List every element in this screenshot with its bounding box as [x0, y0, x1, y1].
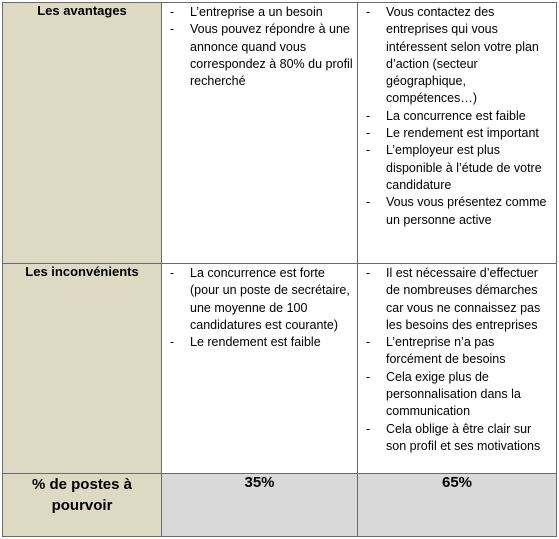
- list-item-text: Il est nécessaire d’effectuer de nombreuses démarches car vous ne connaissez pas les besoins des entreprises: [386, 266, 541, 332]
- list-item-text: La concurrence est faible: [386, 108, 526, 123]
- list-item: [166, 334, 353, 351]
- avantages-col2-list: [358, 3, 556, 229]
- list-item: [362, 125, 552, 142]
- bullet-dash: -: [366, 143, 371, 158]
- comparison-table: [2, 2, 557, 537]
- list-item: [166, 4, 353, 21]
- bullet-dash: -: [366, 195, 371, 210]
- inconvenients-col1-cell: [162, 264, 358, 474]
- list-item-text: Vous vous présentez comme un personne active: [386, 195, 547, 227]
- avantages-col1-cell: [162, 3, 358, 264]
- list-item-text: Vous contactez des entreprises qui vous intéressent selon votre plan d’action (secteur géographique, compétences…): [386, 5, 539, 106]
- list-item: [362, 194, 552, 229]
- list-item: [166, 265, 353, 334]
- list-item-text: Cela oblige à être clair sur son profil et ses motivations: [386, 421, 541, 453]
- list-item: [362, 334, 552, 369]
- row-inconvenients: [3, 264, 557, 474]
- inconvenients-col1-list: [162, 264, 357, 351]
- percent-col2: 65%: [358, 474, 557, 537]
- list-item: [362, 108, 552, 125]
- bullet-dash: -: [366, 108, 371, 123]
- list-item: [362, 265, 552, 334]
- row-label-inconvenients: Les inconvénients: [3, 264, 162, 474]
- row-postes: [3, 474, 557, 537]
- bullet-dash: -: [366, 126, 371, 141]
- bullet-dash: -: [366, 5, 371, 19]
- list-item: [166, 21, 353, 90]
- list-item: [362, 369, 552, 421]
- list-item-text: L’employeur est plus disponible à l’étude de votre candidature: [386, 143, 542, 192]
- percent-col1: 35%: [162, 474, 358, 537]
- list-item-text: Le rendement est faible: [190, 335, 321, 350]
- list-item-text: Vous pouvez répondre à une annonce quand vous correspondez à 80% du profil recherché: [190, 22, 353, 89]
- inconvenients-col2-cell: [358, 264, 557, 474]
- row-label-postes: % de postes à pourvoir: [3, 474, 162, 537]
- bullet-dash: -: [366, 421, 371, 436]
- list-item-text: L’entreprise n’a pas forcément de besoins: [386, 335, 506, 367]
- list-item-text: La concurrence est forte (pour un poste de secrétaire, une moyenne de 100 candidatures est courante): [190, 266, 350, 332]
- list-item: [362, 421, 552, 456]
- list-item-text: Cela exige plus de personnalisation dans la communication: [386, 369, 521, 419]
- bullet-dash: -: [170, 22, 175, 37]
- row-label-avantages: Les avantages: [3, 3, 162, 264]
- bullet-dash: -: [170, 5, 175, 19]
- list-item: [362, 4, 552, 108]
- bullet-dash: -: [170, 266, 175, 280]
- bullet-dash: -: [366, 369, 371, 384]
- list-item-text: L’entreprise a un besoin: [190, 5, 323, 19]
- bullet-dash: -: [366, 266, 371, 280]
- row-avantages: [3, 3, 557, 264]
- avantages-col2-cell: [358, 3, 557, 264]
- list-item-text: Le rendement est important: [386, 126, 539, 141]
- bullet-dash: -: [366, 335, 371, 350]
- avantages-col1-list: [162, 3, 357, 90]
- inconvenients-col2-list: [358, 264, 556, 455]
- list-item: [362, 142, 552, 194]
- bullet-dash: -: [170, 335, 175, 350]
